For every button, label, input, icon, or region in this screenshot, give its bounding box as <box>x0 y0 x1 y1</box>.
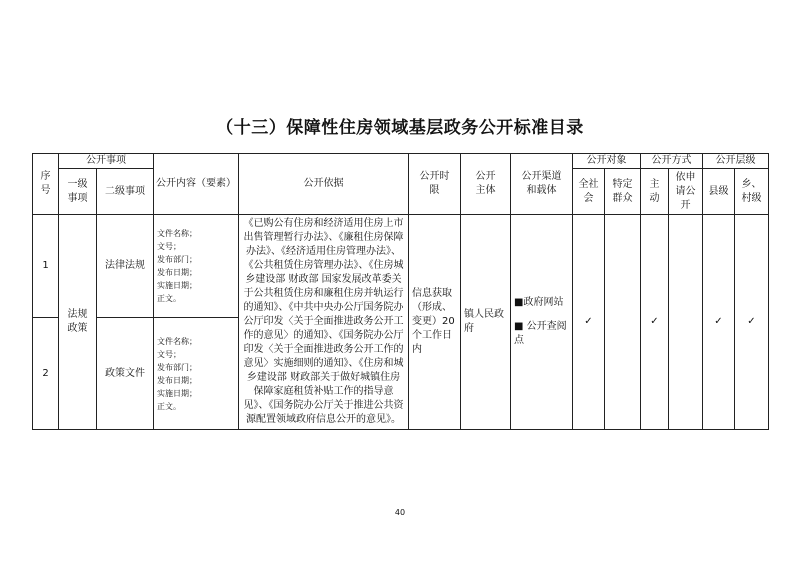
row-2-content-item: 实施日期； <box>157 388 197 398</box>
header-level-township: 乡、村级 <box>735 169 769 215</box>
page-number: 40 <box>394 508 406 517</box>
channel-reading-point: ■ 公开查阅点 <box>514 321 567 346</box>
header-method-group: 公开方式 <box>641 154 703 169</box>
target-specific-check <box>605 215 641 430</box>
row-2-content <box>154 318 239 430</box>
row-2-content-item: 文号； <box>157 349 181 359</box>
row-1-content <box>154 215 239 318</box>
row-2-content-item: 发布日期； <box>157 375 197 385</box>
level-county-check: ✓ <box>703 215 735 430</box>
channel-cell <box>511 215 573 430</box>
row-2-content-item: 正文。 <box>157 401 181 411</box>
disclosure-table <box>32 153 769 430</box>
header-level-county: 县级 <box>703 169 735 215</box>
header-items-group: 公开事项 <box>59 154 154 169</box>
header-level-group: 公开层级 <box>703 154 769 169</box>
header-level1: 一级事项 <box>59 169 97 215</box>
header-basis: 公开依据 <box>239 154 409 215</box>
method-active-check: ✓ <box>641 215 669 430</box>
row-2-level2: 政策文件 <box>97 318 154 430</box>
level-township-check: ✓ <box>735 215 769 430</box>
header-subject: 公开主体 <box>461 154 511 215</box>
basis-cell: 《已购公有住房和经济适用住房上市出售管理暂行办法》、《廉租住房保障办法》、《经济适用住房管理办法》、《公共租赁住房管理办法》、《住房城乡建设部 财政部 国家发展改革委关于公共租赁住房和廉租住房并轨运行的通知》、《中共中央办公厅国务院办公厅印发〈关于全面推进政务公开工作的意见〉的通知》、《国务院办公厅印发〈关于全面推进政务公开工作的意见〉实施细则的通知》、《住房和城乡建设部 财政部关于做好城镇住房保障家庭租赁补贴工作的指导意见》、《国务院办公厅关于推进公共资源配置领域政府信息公开的意见》。 <box>239 215 409 430</box>
channel-website: ■政府网站 <box>514 297 564 308</box>
level1-cell: 法规政策 <box>59 215 97 430</box>
row-1-content-item: 实施日期； <box>157 281 197 291</box>
method-request-check <box>669 215 703 430</box>
row-1-level2: 法律法规 <box>97 215 154 318</box>
row-1-content-item: 文件名称； <box>157 229 197 239</box>
row-1-content-item: 发布部门； <box>157 255 197 265</box>
row-2-content-item: 文件名称； <box>157 336 197 346</box>
row-1-content-item: 正文。 <box>157 294 181 304</box>
header-method-active: 主动 <box>641 169 669 215</box>
target-all-check: ✓ <box>573 215 605 430</box>
page-title: （十三）保障性住房领域基层政务公开标准目录 <box>216 118 584 138</box>
header-method-request: 依申请公开 <box>669 169 703 215</box>
header-target-all: 全社会 <box>573 169 605 215</box>
row-1-content-item: 发布日期； <box>157 268 197 278</box>
header-target-specific: 特定群众 <box>605 169 641 215</box>
row-1-seq: 1 <box>33 215 59 318</box>
subject-cell: 镇人民政府 <box>461 215 511 430</box>
header-channel: 公开渠道和载体 <box>511 154 573 215</box>
row-2-content-item: 发布部门； <box>157 362 197 372</box>
header-time-limit: 公开时限 <box>409 154 461 215</box>
row-2-seq: 2 <box>33 318 59 430</box>
time-limit-cell: 信息获取（形成、变更）20个工作日内 <box>409 215 461 430</box>
header-target-group: 公开对象 <box>573 154 641 169</box>
row-1-content-item: 文号； <box>157 242 181 252</box>
header-seq: 序号 <box>33 154 59 215</box>
header-level2: 二级事项 <box>97 169 154 215</box>
header-content: 公开内容（要素） <box>154 154 239 215</box>
